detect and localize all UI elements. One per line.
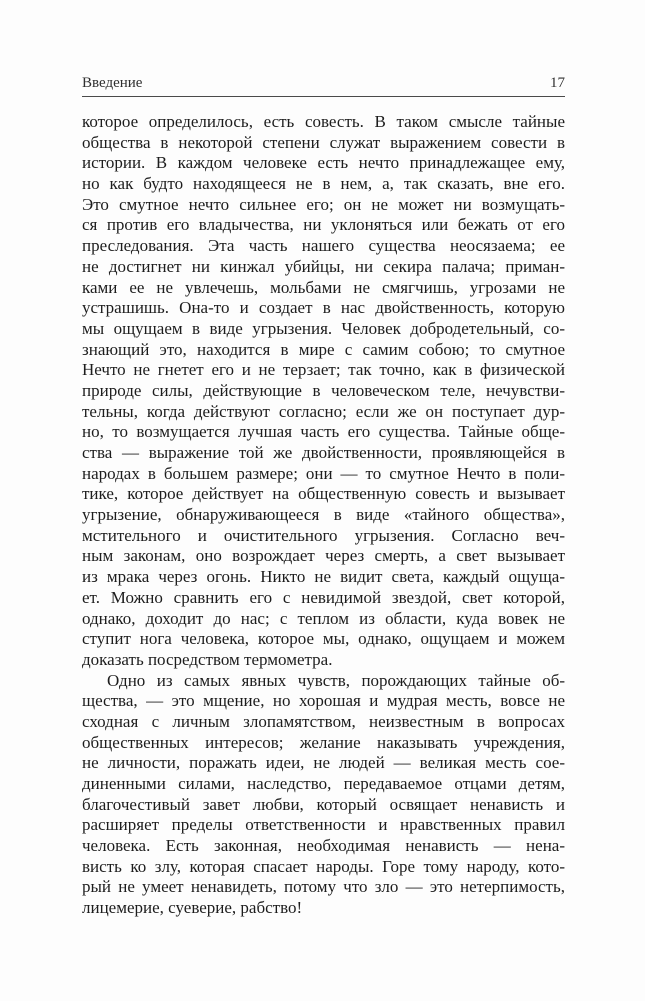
text-line: которое определилось, есть совесть. В таком смысле тайные	[82, 112, 565, 131]
text-line: ства — выражение той же двойственности, проявляющейся в	[82, 443, 565, 462]
text-line: мстительного и очистительного угрызения. Согласно веч-	[82, 525, 565, 545]
section-title: Введение	[82, 75, 143, 91]
text-line: ступит нога человека, которое мы, однако, ощущаем и можем	[82, 629, 565, 649]
text-line: однако, доходит до нас; с теплом из области, куда вовек не	[82, 608, 565, 628]
text-line: преследования. Эта часть нашего существа неосязаема; ее	[82, 236, 565, 256]
text-line: не личности, поражать идеи, не людей — великая месть сое-	[82, 753, 565, 773]
text-line: доказать посредством термометра.	[82, 649, 333, 669]
text-line: тике, которое действует на общественную совесть и вызывает	[82, 484, 565, 504]
text-line: из мрака через огонь. Никто не видит света, каждый ощуща-	[82, 567, 565, 587]
text-line: висть ко злу, которая спасает народы. Горе тому народу, кото-	[82, 856, 565, 876]
text-line: ным законам, оно возрождает через смерть, а свет вызывает	[82, 546, 565, 566]
paragraph	[82, 671, 565, 919]
text-line: Это смутное нечто сильнее его; он не может ни возмущать-	[82, 194, 565, 214]
text-line: знающий это, находится в мире с самим собою; то смутное	[82, 339, 565, 359]
text-line: щества, — это мщение, но хорошая и мудрая месть, вовсе не	[82, 691, 565, 711]
page-number: 17	[550, 75, 565, 91]
text-line: тельны, когда действуют согласно; если же он поступает дур-	[82, 401, 565, 421]
text-line: расширяет пределы ответственности и нравственных правил	[82, 815, 565, 835]
text-line: природе силы, действующие в человеческом теле, нечувстви-	[82, 380, 565, 400]
text-line: не достигнет ни кинжал убийцы, ни секира палача; приман-	[82, 256, 565, 276]
text-line: общества в некоторой степени служат выражением совести в	[82, 132, 565, 152]
text-line: рый не умеет ненавидеть, потому что зло — это нетерпимость,	[82, 877, 565, 897]
text-line: мы ощущаем в виде угрызения. Человек добродетельный, со-	[82, 318, 565, 338]
text-line: ками ее не увлечешь, мольбами не смягчишь, угрозами не	[82, 277, 565, 297]
text-line: лицемерие, суеверие, рабство!	[82, 898, 303, 918]
text-line: Одно из самых явных чувств, порождающих тайные об-	[107, 670, 565, 690]
text-line: ет. Можно сравнить его с невидимой звездой, свет которой,	[82, 587, 565, 607]
text-line: но, то возмущается лучшая часть его существа. Тайные обще-	[82, 422, 565, 442]
text-line: человека. Есть законная, необходимая ненависть — нена-	[82, 836, 565, 856]
text-line: сходная с личным злопамятством, неизвестным в вопросах	[82, 711, 565, 731]
text-line: устрашишь. Она-то и создает в нас двойственность, которую	[82, 298, 565, 318]
paragraph	[82, 112, 565, 671]
text-line: ся против его владычества, ни уклоняться или бежать от его	[82, 215, 565, 235]
text-line: народах в большем размере; они — то смутное Нечто в поли-	[82, 463, 565, 483]
text-line: Нечто не гнетет его и не терзает; так точно, как в физической	[82, 360, 565, 380]
text-line: истории. В каждом человеке есть нечто принадлежащее ему,	[82, 153, 565, 173]
text-line: благочестивый завет любви, который освящает ненависть и	[82, 794, 565, 814]
header-rule	[82, 96, 565, 97]
running-header	[82, 74, 565, 96]
text-line: общественных интересов; желание наказывать учреждения,	[82, 732, 565, 752]
text-line: но как будто находящееся не в нем, а, так сказать, вне его.	[82, 174, 565, 194]
text-line: диненными силами, наследство, передаваемое отцами детям,	[82, 774, 565, 793]
page-content	[82, 74, 565, 919]
text-line: угрызение, обнаруживающееся в виде «тайного общества»,	[82, 505, 565, 525]
page-body	[82, 112, 565, 919]
